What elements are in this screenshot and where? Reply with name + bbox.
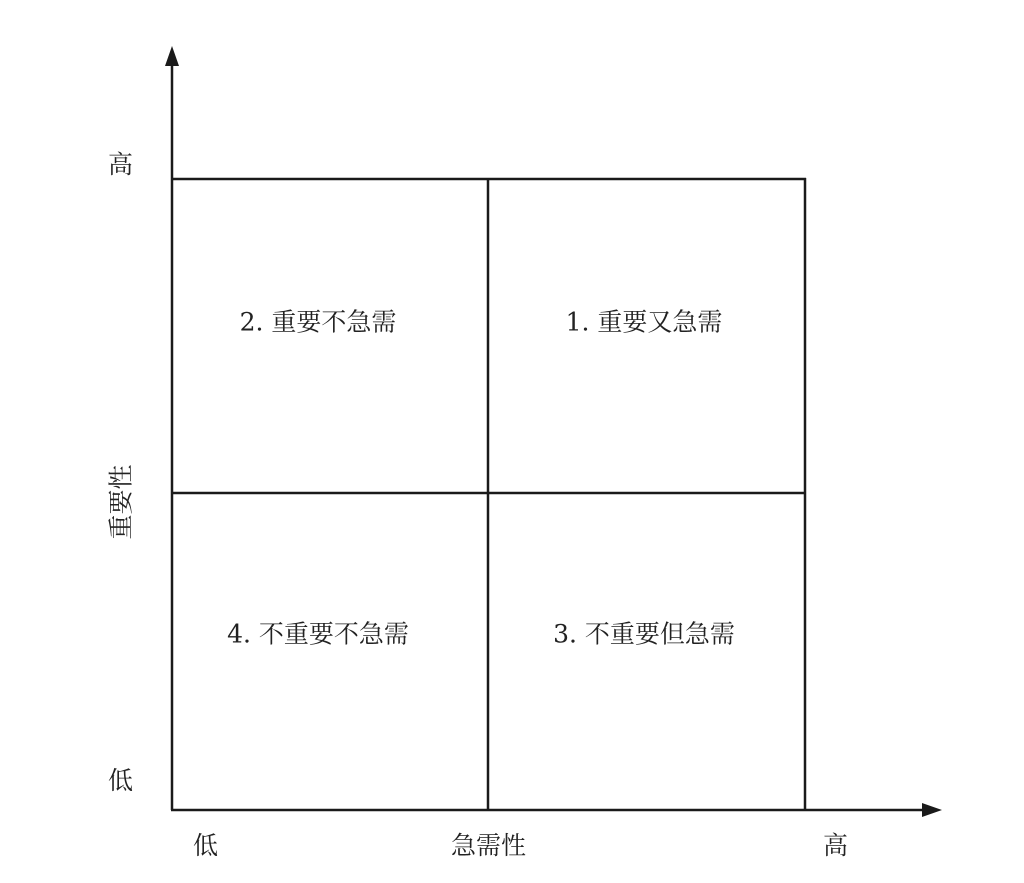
x-axis-arrowhead	[922, 803, 942, 817]
y-axis-title: 重要性	[106, 464, 136, 540]
x-axis-low-label: 低	[193, 831, 219, 860]
quadrant-top-right-label: 1. 重要又急需	[565, 307, 723, 337]
y-axis-low-label: 低	[108, 766, 134, 795]
y-axis-arrowhead	[165, 46, 179, 66]
quadrant-bottom-left-label: 4. 不重要不急需	[227, 619, 409, 649]
x-axis-title: 急需性	[451, 831, 527, 860]
y-axis-high-label: 高	[108, 150, 134, 179]
quadrant-bottom-right-label: 3. 不重要但急需	[553, 619, 735, 649]
x-axis-high-label: 高	[823, 831, 849, 860]
quadrant-top-left-label: 2. 重要不急需	[239, 307, 397, 337]
